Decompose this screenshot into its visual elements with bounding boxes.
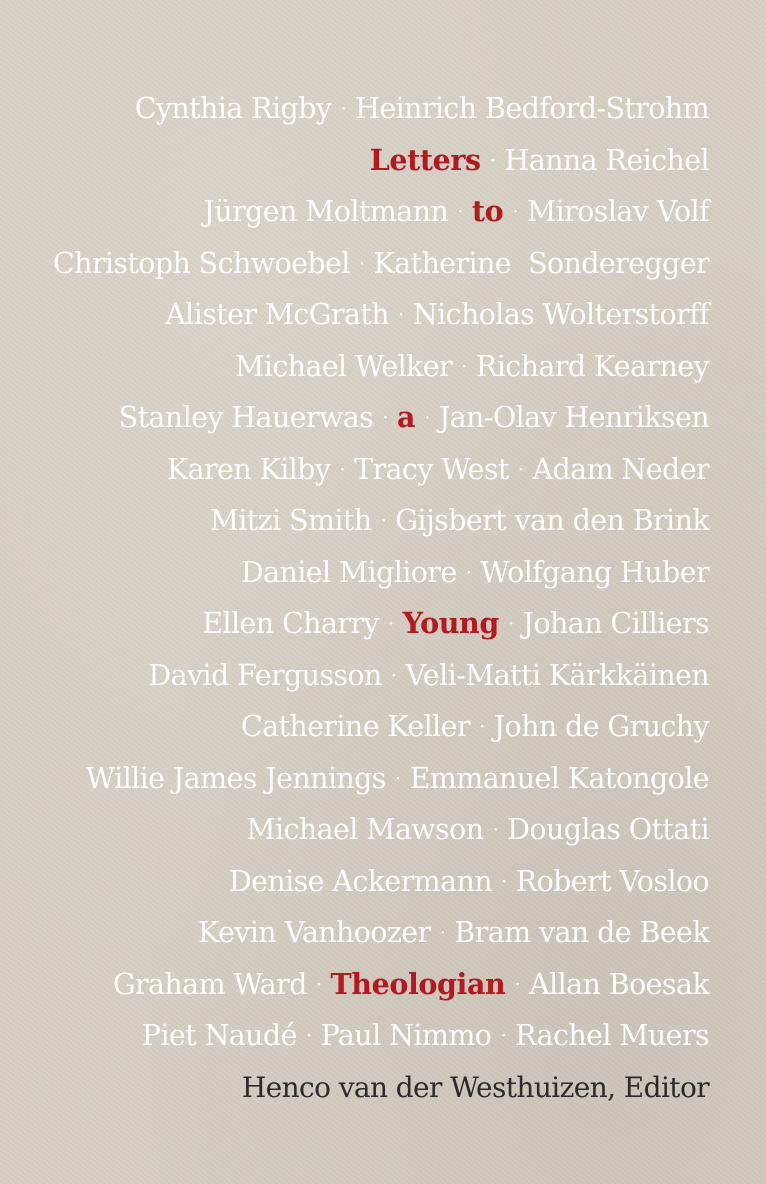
separator-dot: · bbox=[489, 147, 496, 172]
separator-dot: · bbox=[387, 611, 394, 635]
contributor-name: Michael Welker bbox=[235, 349, 453, 383]
separator-dot: · bbox=[424, 405, 430, 429]
contributor-name: Mitzi Smith bbox=[209, 504, 372, 537]
separator-dot: · bbox=[465, 559, 472, 584]
separator-dot: · bbox=[305, 1023, 312, 1047]
separator-dot: · bbox=[514, 971, 521, 996]
contributor-name: Ellen Charry bbox=[202, 607, 379, 640]
contributor-name: Richard Kearney bbox=[475, 349, 709, 383]
cover-line bbox=[40, 753, 709, 805]
contributor-name: Catherine Keller bbox=[240, 710, 470, 743]
contributor-name: Paul Nimmo bbox=[320, 1019, 492, 1052]
separator-dot: · bbox=[492, 817, 499, 841]
contributor-name: Daniel Migliore bbox=[240, 555, 457, 589]
cover-line bbox=[40, 907, 709, 959]
separator-dot: · bbox=[380, 508, 387, 532]
contributor-name: Piet Naudé bbox=[141, 1019, 297, 1052]
separator-dot: · bbox=[439, 920, 446, 944]
contributor-name: Jürgen Moltmann bbox=[203, 195, 449, 228]
contributor-name: Hanna Reichel bbox=[504, 143, 709, 177]
separator-dot: · bbox=[397, 302, 404, 326]
cover-line bbox=[40, 547, 709, 599]
separator-dot: · bbox=[461, 353, 467, 378]
cover-line bbox=[40, 341, 709, 393]
contributor-name: Heinrich Bedford-Strohm bbox=[355, 92, 709, 125]
cover-line bbox=[40, 495, 709, 547]
cover-line bbox=[40, 238, 709, 290]
contributor-name: Alister McGrath bbox=[165, 298, 389, 331]
separator-dot: · bbox=[394, 765, 401, 790]
title-word: Letters bbox=[369, 142, 481, 177]
contributor-name: Wolfgang Huber bbox=[480, 555, 709, 589]
contributor-name: Christoph Schwoebel bbox=[52, 246, 350, 280]
contributor-name: Adam Neder bbox=[532, 452, 709, 486]
separator-dot: · bbox=[358, 250, 365, 275]
contributor-name: Jan-Olav Henriksen bbox=[438, 401, 709, 434]
cover-line bbox=[40, 804, 709, 856]
cover-line bbox=[40, 392, 709, 444]
contributor-list bbox=[40, 83, 709, 1062]
contributor-name: Stanley Hauerwas bbox=[118, 401, 374, 434]
separator-dot: · bbox=[507, 611, 514, 635]
cover-line bbox=[40, 598, 709, 650]
separator-dot: · bbox=[390, 662, 397, 687]
contributor-name: Emmanuel Katongole bbox=[409, 761, 709, 795]
contributor-name: Miroslav Volf bbox=[527, 195, 709, 228]
cover-line bbox=[40, 856, 709, 908]
contributor-name: Gijsbert van den Brink bbox=[395, 504, 709, 537]
contributor-name: Cynthia Rigby bbox=[134, 92, 332, 125]
contributor-name: Allan Boesak bbox=[529, 967, 709, 1001]
separator-dot: · bbox=[339, 456, 346, 481]
cover-line bbox=[40, 650, 709, 702]
separator-dot: · bbox=[500, 1023, 507, 1047]
title-word: a bbox=[396, 400, 416, 434]
cover-line bbox=[40, 1010, 709, 1062]
contributor-name: Katherine Sonderegger bbox=[373, 246, 709, 280]
contributor-name: Robert Vosloo bbox=[515, 864, 709, 898]
contributor-name: Kevin Vanhoozer bbox=[198, 916, 431, 949]
contributor-name: John de Gruchy bbox=[493, 710, 709, 743]
cover-line bbox=[40, 289, 709, 341]
separator-dot: · bbox=[382, 405, 388, 429]
title-word: to bbox=[471, 194, 504, 228]
separator-dot: · bbox=[517, 456, 524, 481]
contributor-name: Willie James Jennings bbox=[85, 761, 386, 795]
cover-line bbox=[40, 83, 709, 135]
contributor-name: Rachel Muers bbox=[515, 1019, 709, 1052]
cover-line bbox=[40, 444, 709, 496]
contributor-name: Johan Cilliers bbox=[522, 607, 709, 640]
contributor-name: Tracy West bbox=[354, 452, 509, 486]
title-word: Young bbox=[402, 606, 499, 640]
contributor-name: Veli-Matti Kärkkäinen bbox=[405, 658, 709, 692]
contributor-name: Michael Mawson bbox=[246, 813, 484, 846]
contributor-name: Nicholas Wolterstorff bbox=[412, 298, 709, 331]
separator-dot: · bbox=[315, 971, 322, 996]
contributor-name: Bram van de Beek bbox=[454, 916, 709, 949]
contributor-name: Graham Ward bbox=[112, 967, 307, 1001]
cover-line bbox=[40, 701, 709, 753]
separator-dot: · bbox=[457, 199, 463, 223]
cover-line bbox=[40, 186, 709, 238]
contributor-name: David Fergusson bbox=[148, 658, 382, 692]
separator-dot: · bbox=[512, 199, 519, 223]
contributor-name: Denise Ackermann bbox=[228, 864, 492, 898]
contributor-name: Douglas Ottati bbox=[507, 813, 709, 846]
editor-credit: Henco van der Westhuizen, Editor bbox=[241, 1071, 709, 1104]
title-word: Theologian bbox=[330, 966, 506, 1001]
separator-dot: · bbox=[478, 714, 485, 738]
contributor-name: Karen Kilby bbox=[166, 452, 331, 486]
separator-dot: · bbox=[340, 96, 347, 120]
cover-line bbox=[40, 135, 709, 187]
cover-line bbox=[40, 959, 709, 1011]
separator-dot: · bbox=[500, 868, 507, 893]
